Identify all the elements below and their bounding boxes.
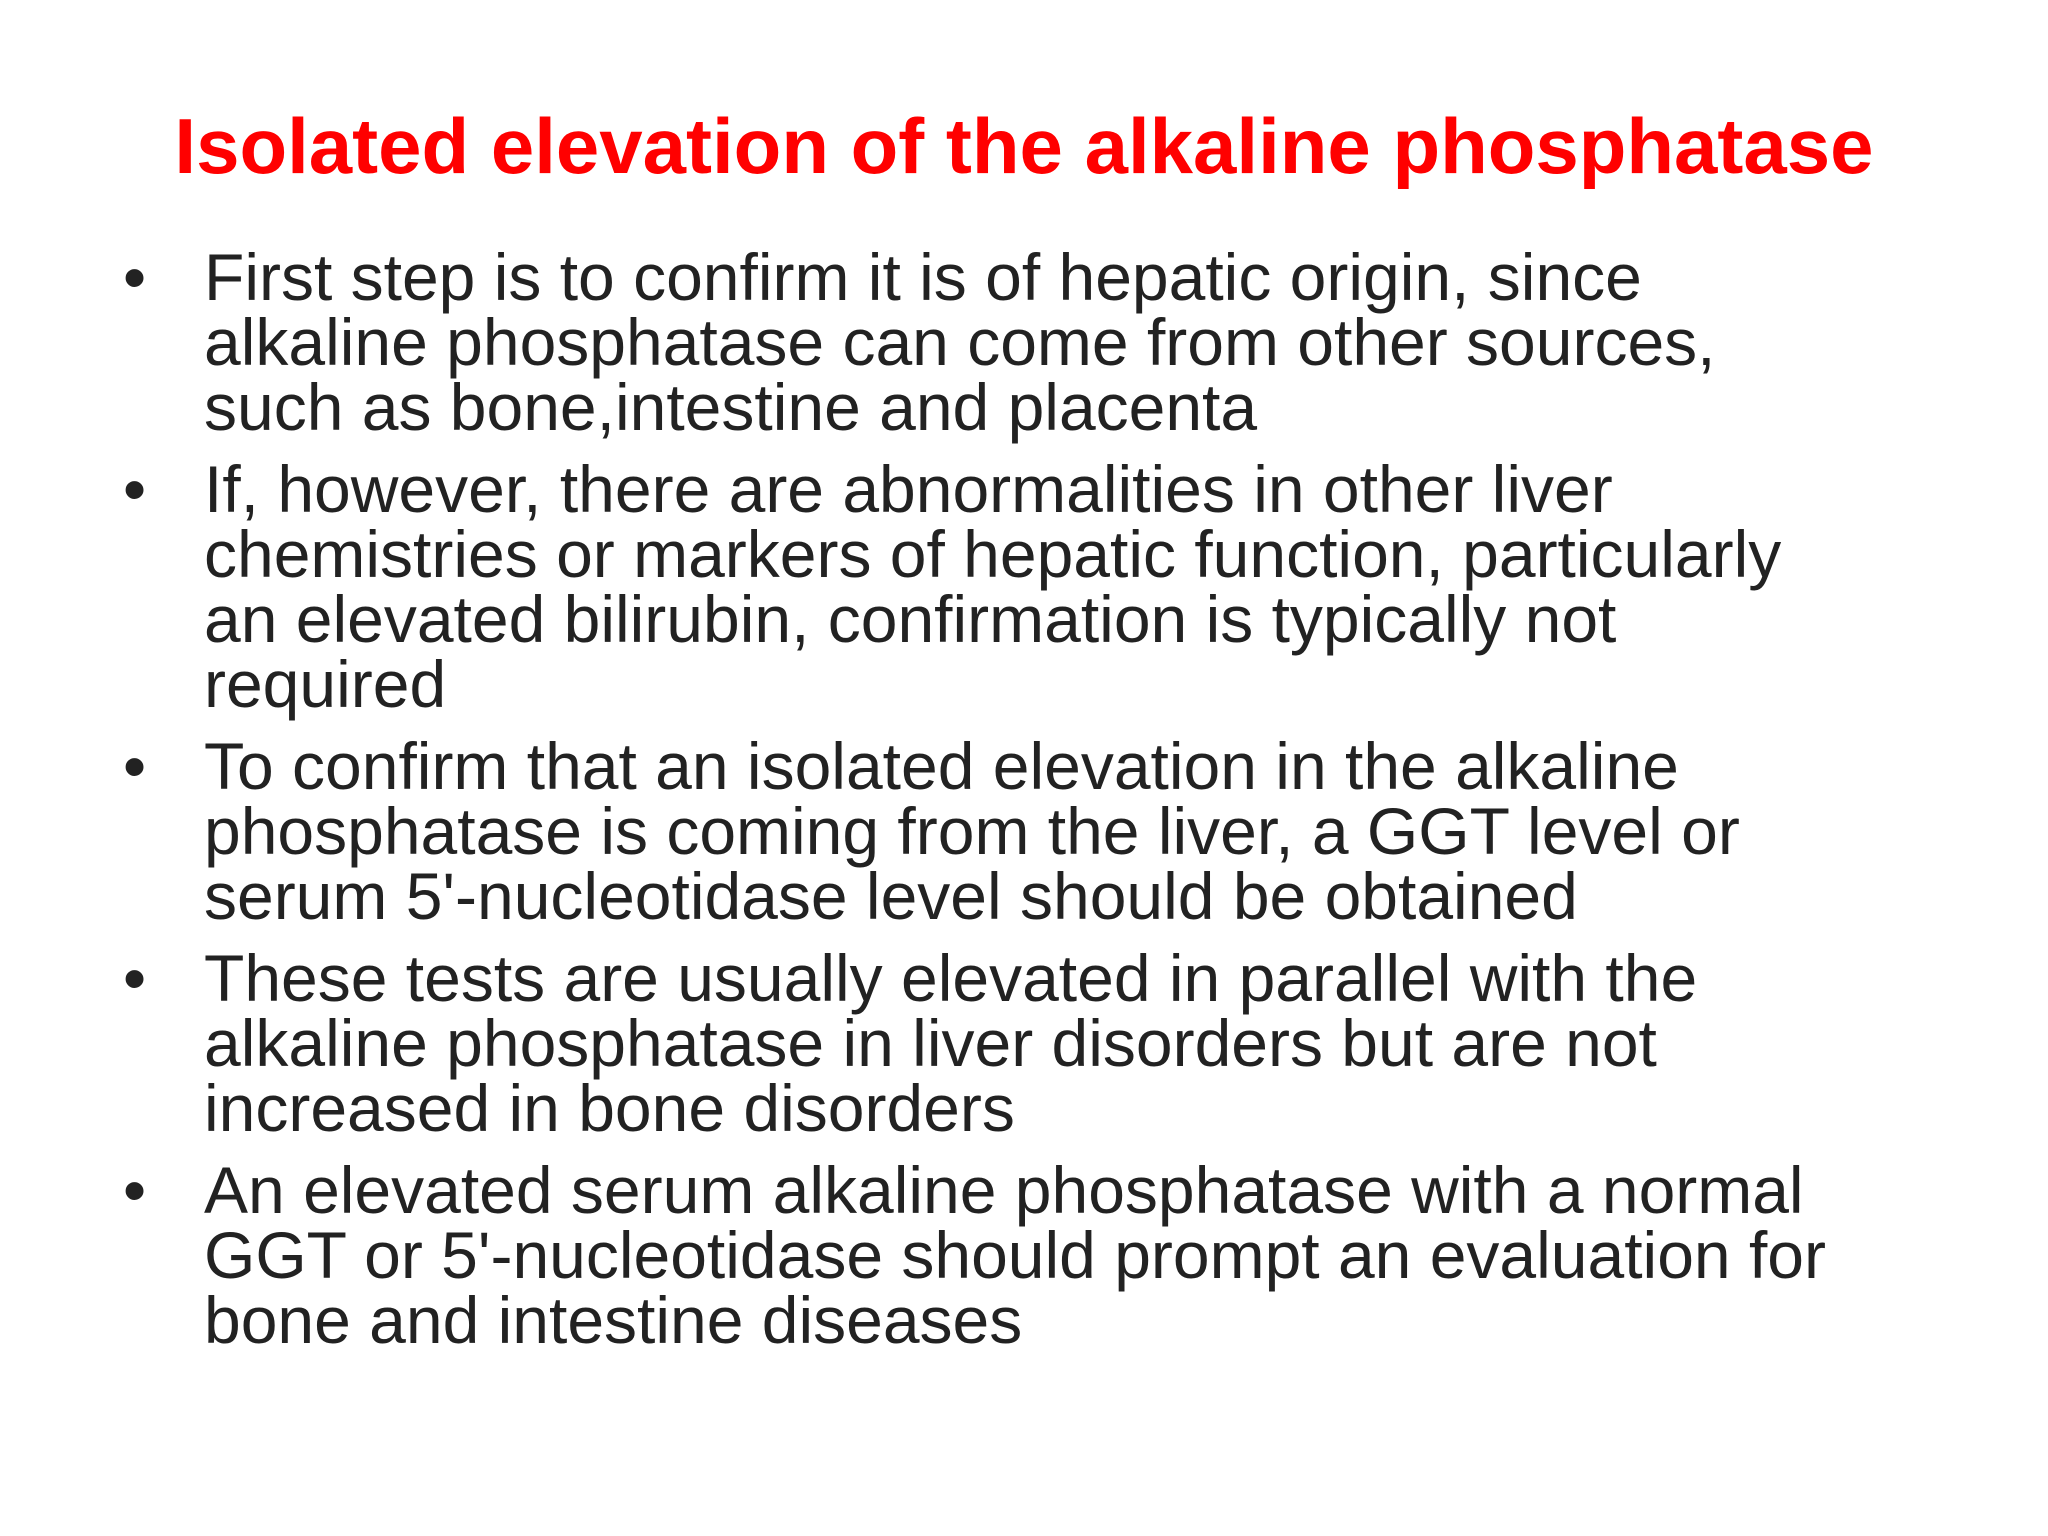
bullet-item-3: [118, 729, 1958, 933]
bullet-text-line: These tests are usually elevated in parallel with the: [204, 941, 1698, 1015]
bullet-icon: •: [123, 1153, 147, 1227]
bullet-text-line: increased in bone disorders: [204, 1071, 1015, 1145]
bullet-item-4: [118, 941, 1958, 1145]
bullet-text-line: chemistries or markers of hepatic function, particularly: [204, 517, 1782, 591]
bullet-text-line: alkaline phosphatase in liver disorders but are not: [204, 1006, 1657, 1080]
bullet-text-line: First step is to confirm it is of hepatic origin, since: [204, 240, 1642, 314]
bullet-text-line: bone and intestine diseases: [204, 1283, 1023, 1357]
bullet-text-line: serum 5'-nucleotidase level should be obtained: [204, 859, 1578, 933]
bullet-text-line: phosphatase is coming from the liver, a GGT level or: [204, 794, 1740, 868]
bullet-text-line: An elevated serum alkaline phosphatase with a normal: [204, 1153, 1804, 1227]
bullet-icon: •: [123, 240, 147, 314]
bullet-item-2: [118, 452, 1958, 721]
bullet-text-line: such as bone,intestine and placenta: [204, 370, 1258, 444]
bullet-text-line: If, however, there are abnormalities in other liver: [204, 452, 1613, 526]
bullet-item-5: [118, 1153, 1958, 1357]
bullet-icon: •: [123, 452, 147, 526]
bullet-item-1: [118, 240, 1958, 444]
bullet-text-line: GGT or 5'-nucleotidase should prompt an evaluation for: [204, 1218, 1826, 1292]
bullet-text-line: alkaline phosphatase can come from other sources,: [204, 305, 1716, 379]
bullet-text-line: an elevated bilirubin, confirmation is typically not: [204, 582, 1617, 656]
slide-title: Isolated elevation of the alkaline phosphatase: [174, 102, 1874, 190]
bullet-icon: •: [123, 941, 147, 1015]
bullet-text-line: required: [204, 647, 447, 721]
bullet-text-line: To confirm that an isolated elevation in the alkaline: [204, 729, 1679, 803]
bullet-icon: •: [123, 729, 147, 803]
bullet-list: [118, 240, 1958, 1370]
